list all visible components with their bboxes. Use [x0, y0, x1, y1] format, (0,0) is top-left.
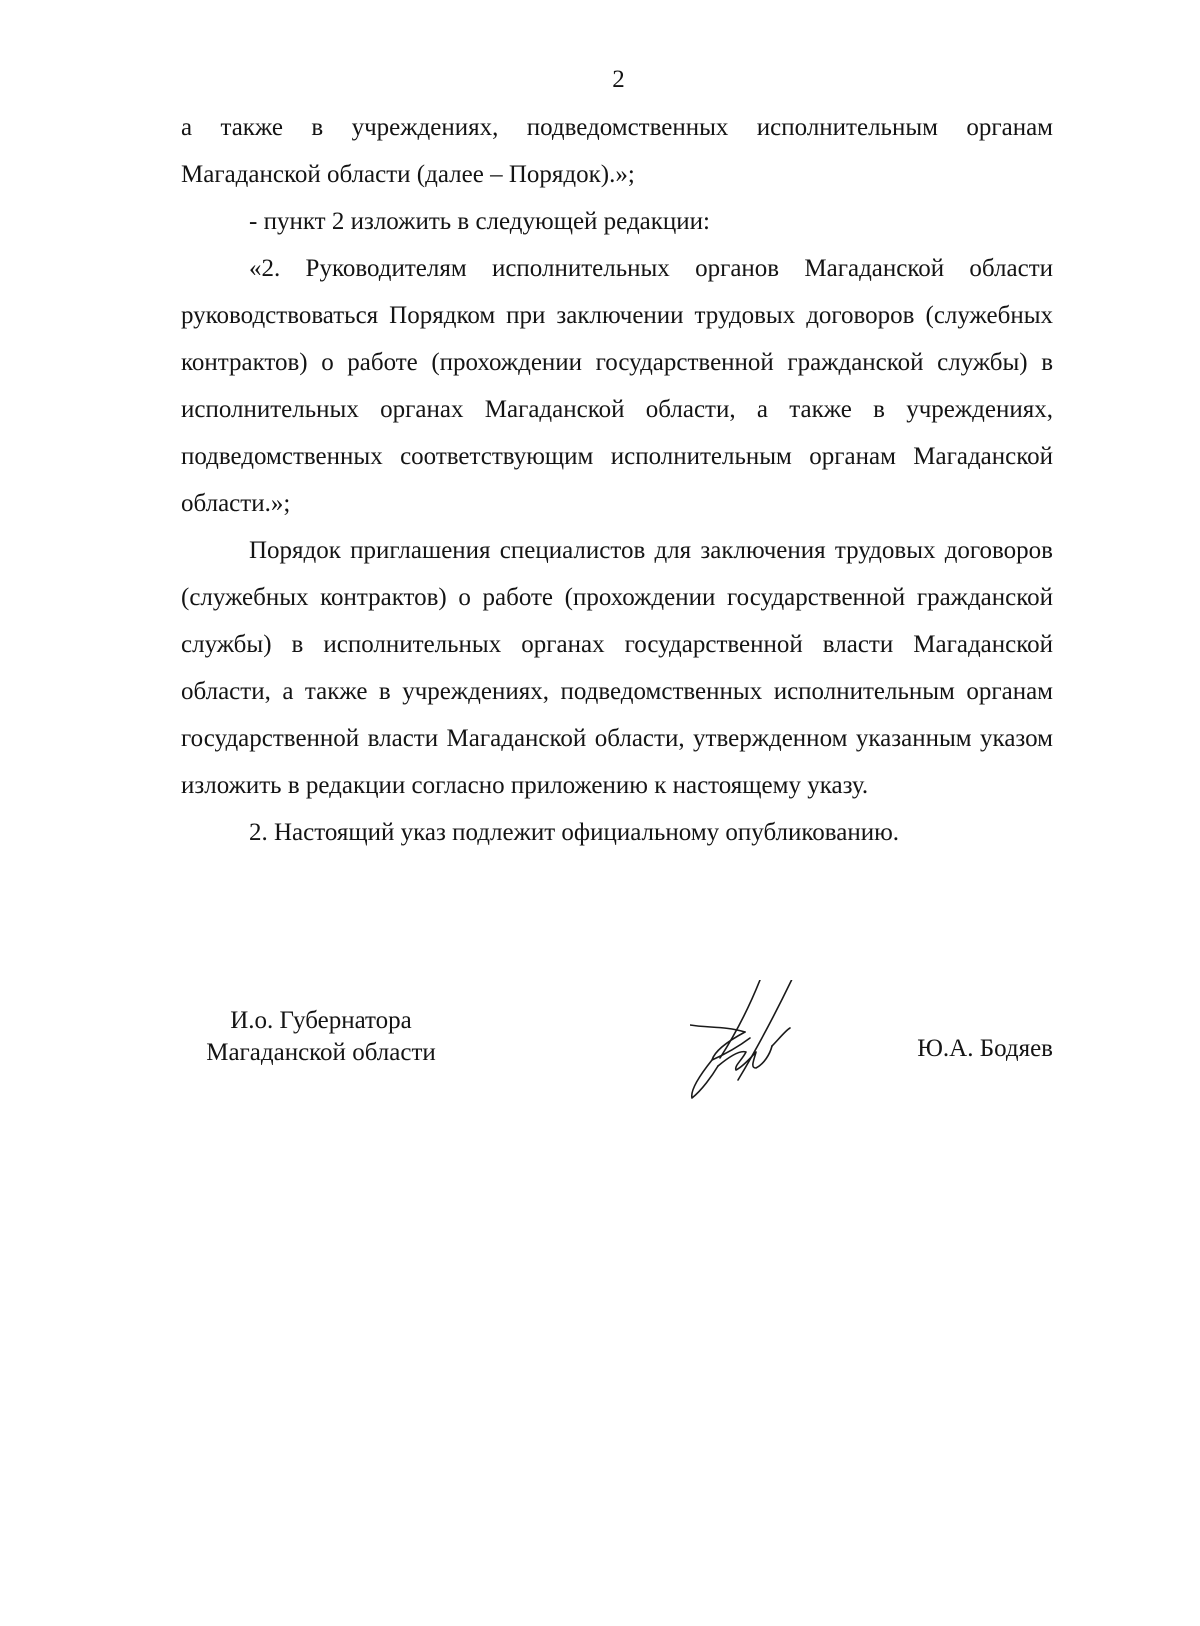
paragraph-new-point-2: «2. Руководителям исполнительных органов Магаданской области руководствоваться Порядком при заключении трудовых договоров (служебных контрактов) о работе (прохождении государственной гражданской службы) в исполнительных органах Магаданской области, а также в учреждениях, подведомственных соответствующим исполнительным органам Магаданской области.»;: [181, 255, 1053, 517]
paragraph-amendment-point-2: - пункт 2 изложить в следующей редакции:: [249, 208, 710, 235]
signatory-position-line2: Магаданской области: [206, 1039, 436, 1066]
signatory-position-line1: И.о. Губернатора: [230, 1007, 412, 1034]
handwritten-signature-icon: [690, 980, 840, 1110]
paragraph-continuation: а также в учреждениях, подведомственных исполнительным органам Магаданской области (далее – Порядок).»;: [181, 114, 1053, 188]
page-number: 2: [612, 66, 625, 93]
signatory-position: [181, 1005, 461, 1069]
document-body: [181, 104, 1053, 856]
signatory-name: Ю.А. Бодяев: [917, 1035, 1053, 1062]
paragraph-publication: 2. Настоящий указ подлежит официальному опубликованию.: [249, 819, 900, 846]
paragraph-procedure: Порядок приглашения специалистов для заключения трудовых договоров (служебных контрактов) о работе (прохождении государственной гражданской службы) в исполнительных органах государственной власти Магаданской области, а также в учреждениях, подведомственных исполнительным органам государственной власти Магаданской области, утвержденном указанным указом изложить в редакции согласно приложению к настоящему указу.: [181, 537, 1053, 799]
